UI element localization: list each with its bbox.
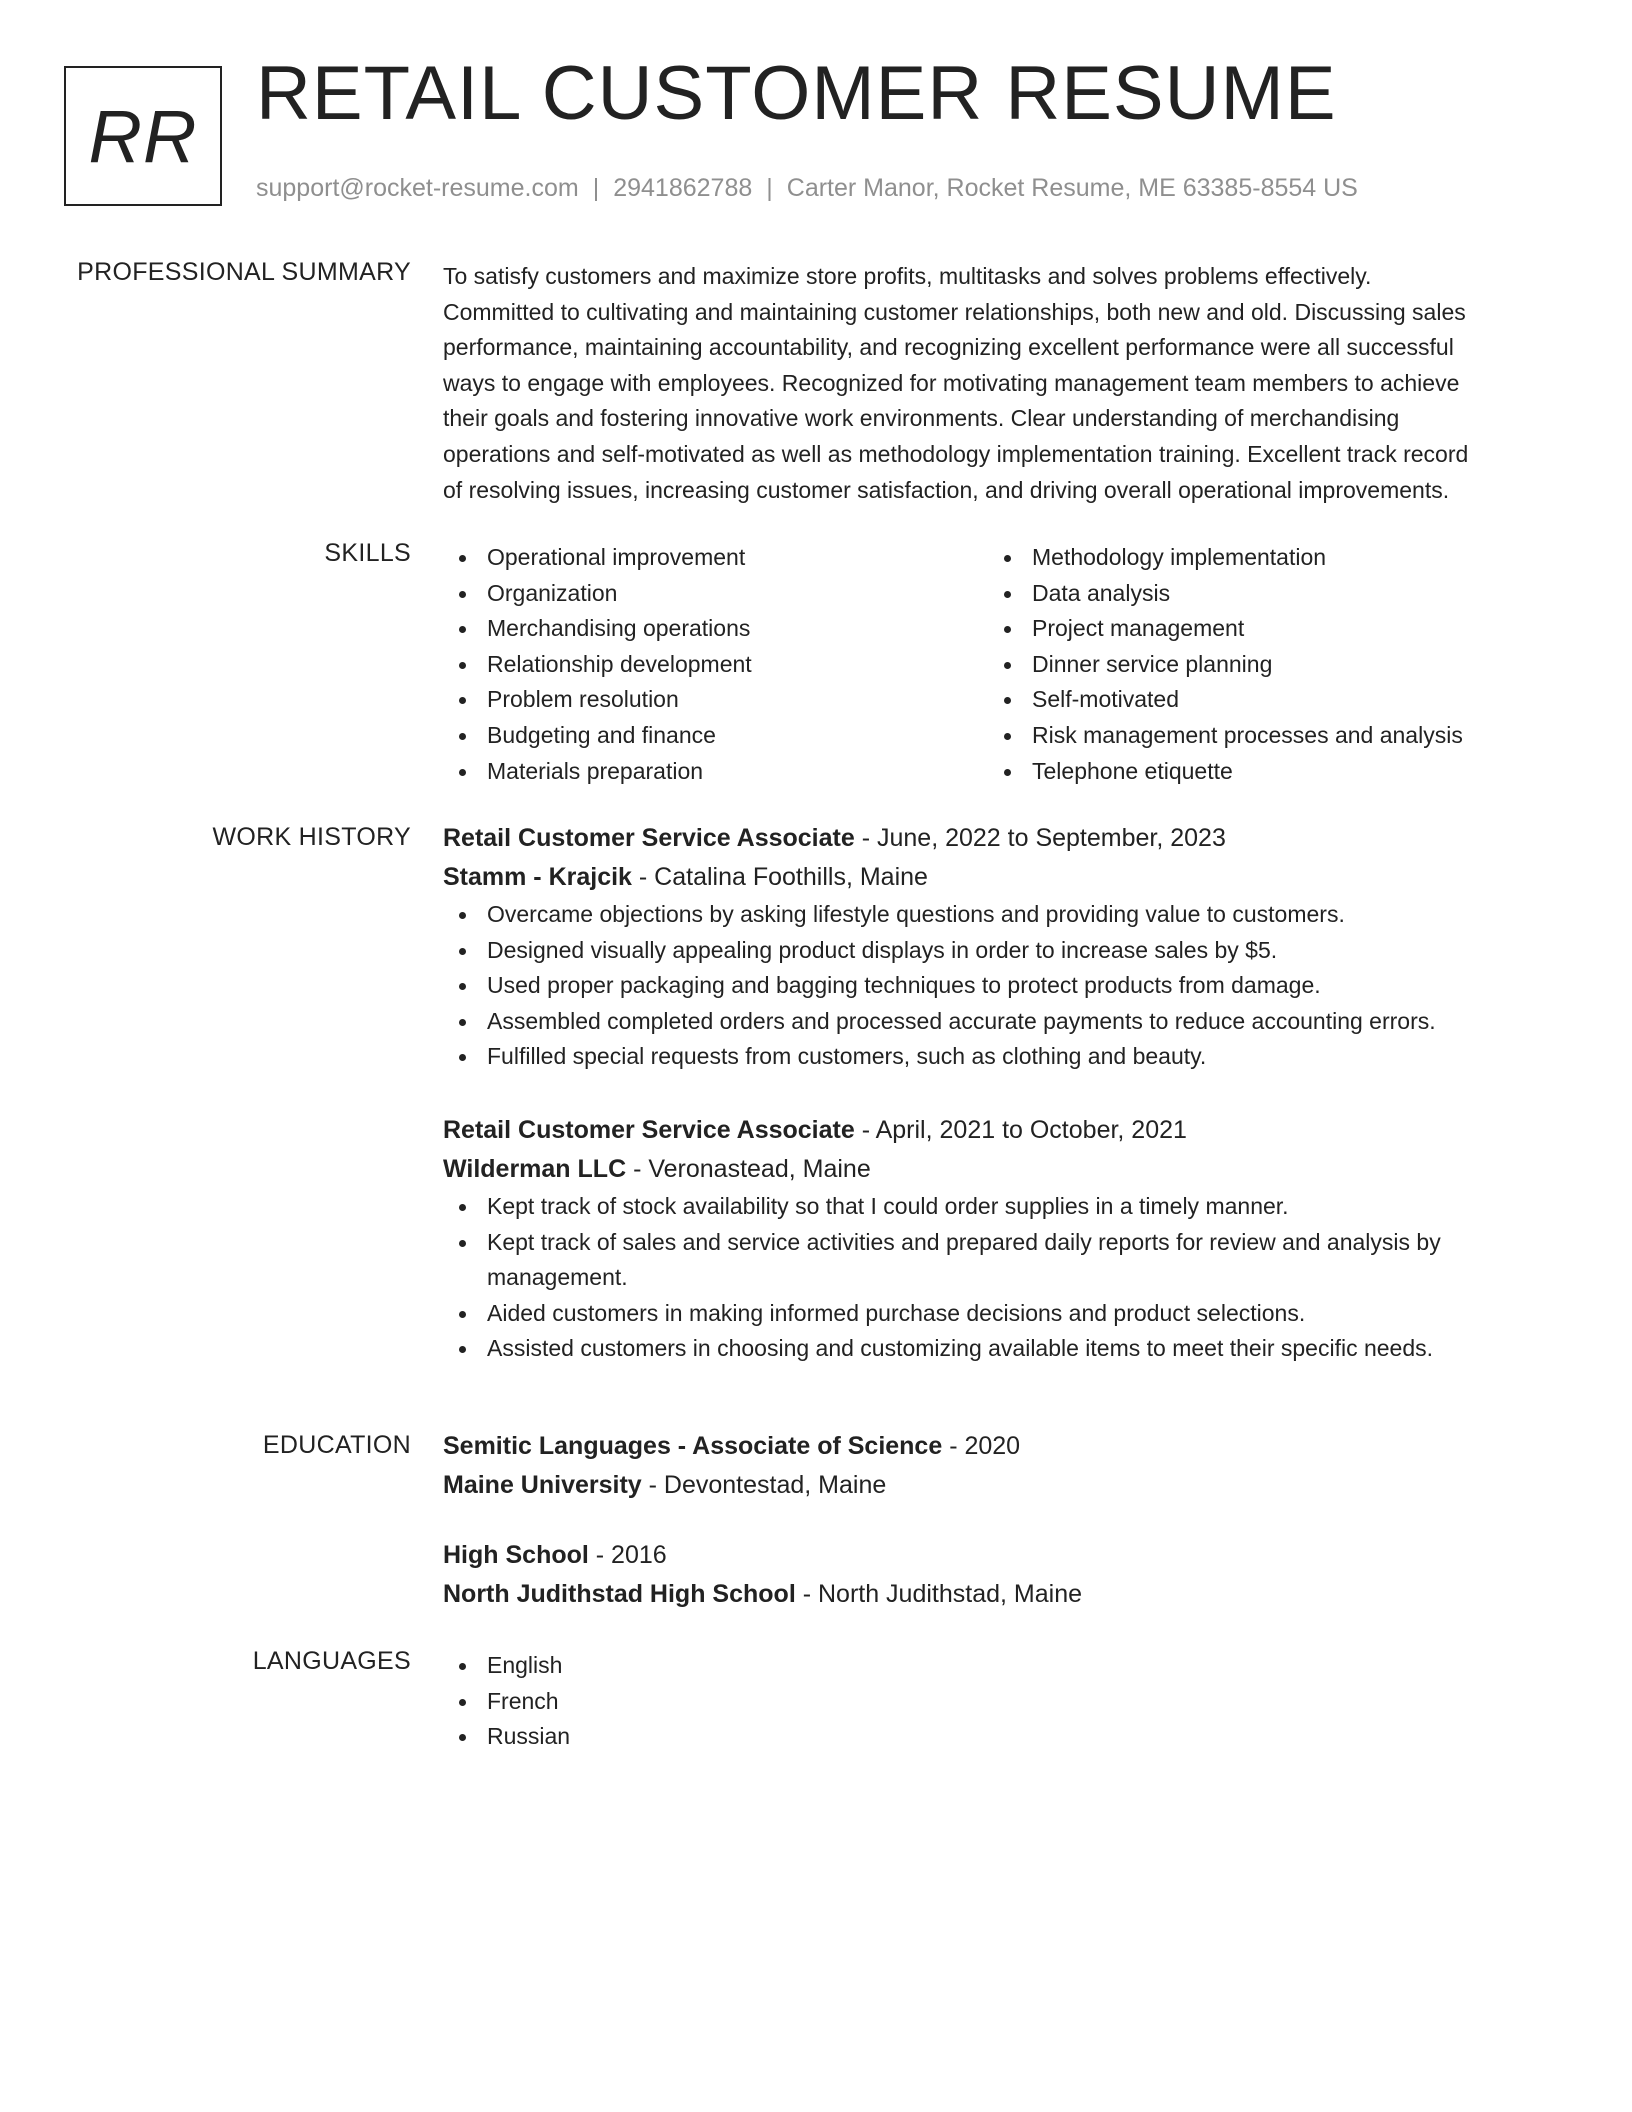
job-entry (443, 1111, 1558, 1367)
section-label-work-history: WORK HISTORY (212, 823, 411, 851)
education-degree: High School (443, 1541, 589, 1569)
education-location: - Devontestad, Maine (641, 1471, 887, 1499)
summary-line: ways to engage with employees. Recognized for motivating management team members to achieve (443, 369, 1460, 396)
contact-separator: | (592, 174, 600, 202)
contact-address: Carter Manor, Rocket Resume, ME 63385-8554 US (786, 174, 1358, 202)
job-dates: - June, 2022 to September, 2023 (854, 824, 1226, 852)
job-location: - Catalina Foothills, Maine (631, 863, 928, 891)
job-bullet-list (443, 897, 1558, 1075)
education-school-line (443, 1466, 1558, 1505)
summary-line: operations and self-motivated as well as methodology implementation training. Excellent track record (443, 440, 1469, 467)
education-school-line (443, 1575, 1558, 1614)
skill-item: Organization (443, 576, 988, 612)
job-title: Retail Customer Service Associate (443, 824, 855, 852)
contact-phone: 2941862788 (613, 174, 753, 202)
education-location: - North Judithstad, Maine (795, 1580, 1083, 1608)
language-item: English (443, 1648, 1558, 1684)
summary-body (443, 259, 1558, 508)
skills-list-left (443, 540, 988, 789)
job-bullet: Assembled completed orders and processed accurate payments to reduce accounting errors. (443, 1004, 1558, 1040)
skill-item: Methodology implementation (988, 540, 1533, 576)
languages-list (443, 1648, 1558, 1755)
summary-line: To satisfy customers and maximize store profits, multitasks and solves problems effectively. (443, 263, 1372, 289)
education-year: - 2020 (942, 1432, 1021, 1460)
job-company: Wilderman LLC (443, 1154, 627, 1183)
section-label-languages: LANGUAGES (252, 1647, 411, 1675)
contact-separator: | (766, 174, 773, 202)
education-school: Maine University (443, 1471, 642, 1499)
language-item: French (443, 1684, 1558, 1720)
job-bullet: Used proper packaging and bagging techniques to protect products from damage. (443, 968, 1558, 1004)
section-label-skills: SKILLS (324, 539, 411, 567)
education-entry (443, 1536, 1558, 1614)
job-title-line (443, 1111, 1558, 1150)
job-bullet: Aided customers in making informed purchase decisions and product selections. (443, 1296, 1558, 1332)
job-company-line (443, 1150, 1558, 1189)
job-bullet-list (443, 1189, 1558, 1367)
contact-email: support@rocket-resume.com (256, 174, 579, 202)
language-item: Russian (443, 1719, 1558, 1755)
skill-item: Dinner service planning (988, 647, 1533, 683)
job-bullet: Designed visually appealing product displays in order to increase sales by $5. (443, 933, 1558, 969)
education-body (443, 1427, 1558, 1614)
education-degree: Semitic Languages - Associate of Science (443, 1432, 943, 1460)
education-year: - 2016 (588, 1541, 667, 1569)
monogram-logo: RR (64, 66, 222, 206)
skill-item: Budgeting and finance (443, 718, 988, 754)
skill-item: Data analysis (988, 576, 1533, 612)
education-degree-line (443, 1536, 1558, 1575)
work-history-body (443, 819, 1558, 1367)
contact-line (256, 174, 1358, 203)
skill-item: Merchandising operations (443, 611, 988, 647)
job-company-line (443, 858, 1558, 897)
summary-line: Committed to cultivating and maintaining customer relationships, both new and old. Discussing sales (443, 298, 1466, 325)
skills-list-right (988, 540, 1533, 789)
job-title: Retail Customer Service Associate (443, 1115, 855, 1144)
section-label-summary: PROFESSIONAL SUMMARY (77, 258, 411, 286)
job-bullet: Assisted customers in choosing and customizing available items to meet their specific needs. (443, 1331, 1558, 1367)
education-degree-line (443, 1427, 1558, 1466)
page-title: RETAIL CUSTOMER RESUME (256, 51, 1337, 136)
section-label-education: EDUCATION (262, 1431, 411, 1459)
summary-text (443, 259, 1558, 508)
skill-item: Self-motivated (988, 682, 1533, 718)
skills-body (443, 540, 1558, 789)
skill-item: Problem resolution (443, 682, 988, 718)
education-entry (443, 1427, 1558, 1505)
job-company: Stamm - Krajcik (443, 863, 632, 891)
summary-line: of resolving issues, increasing customer satisfaction, and driving overall operational improvements. (443, 476, 1450, 503)
job-bullet: Kept track of stock availability so that I could order supplies in a timely manner. (443, 1189, 1558, 1225)
skill-item: Materials preparation (443, 754, 988, 790)
education-school: North Judithstad High School (443, 1580, 796, 1608)
skill-item: Telephone etiquette (988, 754, 1533, 790)
job-bullet: Overcame objections by asking lifestyle questions and providing value to customers. (443, 897, 1558, 933)
job-dates: - April, 2021 to October, 2021 (854, 1115, 1187, 1144)
summary-line: their goals and fostering innovative work environments. Clear understanding of merchandising (443, 405, 1400, 432)
skill-item: Risk management processes and analysis (988, 718, 1533, 754)
job-bullet: Fulfilled special requests from customers, such as clothing and beauty. (443, 1039, 1558, 1075)
skill-item: Operational improvement (443, 540, 988, 576)
job-title-line (443, 819, 1558, 858)
skill-item: Relationship development (443, 647, 988, 683)
skill-item: Project management (988, 611, 1533, 647)
job-bullet: Kept track of sales and service activities and prepared daily reports for review and analysis by management. (443, 1225, 1558, 1296)
languages-body (443, 1648, 1558, 1755)
job-entry (443, 819, 1558, 1075)
summary-line: performance, maintaining accountability, and recognizing excellent performance were all successful (443, 334, 1454, 361)
job-location: - Veronastead, Maine (626, 1154, 871, 1183)
